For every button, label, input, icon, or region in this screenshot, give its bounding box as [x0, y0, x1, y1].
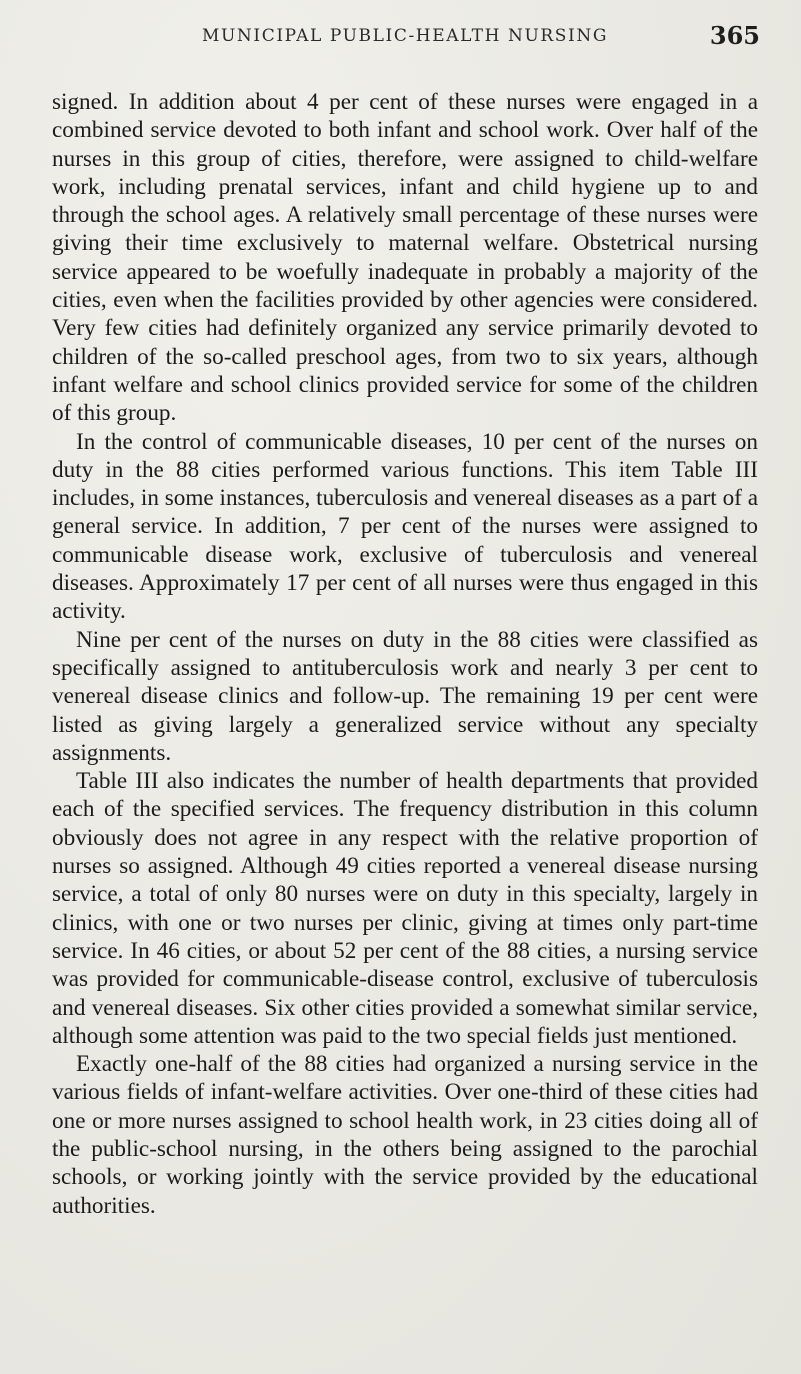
body-text [52, 88, 758, 1220]
paragraph-5: Exactly one-half of the 88 cities had organized a nursing service in the various fields of infant-welfare activities. Over one-third of these cities had one or more nurses assigned to school health work, in 23 cities doing all of the public-school nursing, in the others being assigned to the parochial schools, or working jointly with the service provided by the educational authorities. [52, 1051, 758, 1219]
paragraph-3: Nine per cent of the nurses on duty in the 88 cities were classified as specifically assigned to antituberculosis work and nearly 3 per cent to venereal disease clinics and follow-up. The remaining 19 per cent were listed as giving largely a generalized service without any specialty assignments. [52, 626, 758, 766]
paragraph-4: Table III also indicates the number of health departments that provided each of the specified services. The frequency distribution in this column obviously does not agree in any respect with the relative proportion of nurses so assigned. Although 49 cities reported a venereal disease nursing service, a total of only 80 nurses were on duty in this specialty, largely in clinics, with one or two nurses per clinic, giving at times only part-time service. In 46 cities, or about 52 per cent of the 88 cities, a nursing service was provided for communicable-disease control, exclusive of tuberculosis and venereal diseases. Six other cities provided a somewhat similar service, although some attention was paid to the two special fields just mentioned. [52, 768, 758, 1049]
running-title: MUNICIPAL PUBLIC-HEALTH NURSING [202, 26, 609, 46]
paragraph-2: In the control of communicable diseases, 10 per cent of the nurses on duty in the 88 cities performed various functions. This item Table III includes, in some instances, tuberculosis and venereal diseases as a part of a general service. In addition, 7 per cent of the nurses were assigned to communicable disease work, exclusive of tuberculosis and venereal diseases. Approximately 17 per cent of all nurses were thus engaged in this activity. [52, 428, 758, 625]
running-head [120, 18, 760, 54]
paragraph-1: signed. In addition about 4 per cent of these nurses were engaged in a combined service devoted to both infant and school work. Over half of the nurses in this group of cities, therefore, were assigned to child-welfare work, including prenatal services, infant and child hygiene up to and through the school ages. A relatively small percentage of these nurses were giving their time exclusively to maternal welfare. Obstetrical nursing service appeared to be woefully inadequate in probably a majority of the cities, even when the facilities provided by other agencies were considered. Very few cities had definitely organized any service primarily devoted to children of the so-called preschool ages, from two to six years, although infant welfare and school clinics provided service for some of the children of this group. [52, 89, 758, 427]
page-number: 365 [709, 21, 760, 50]
